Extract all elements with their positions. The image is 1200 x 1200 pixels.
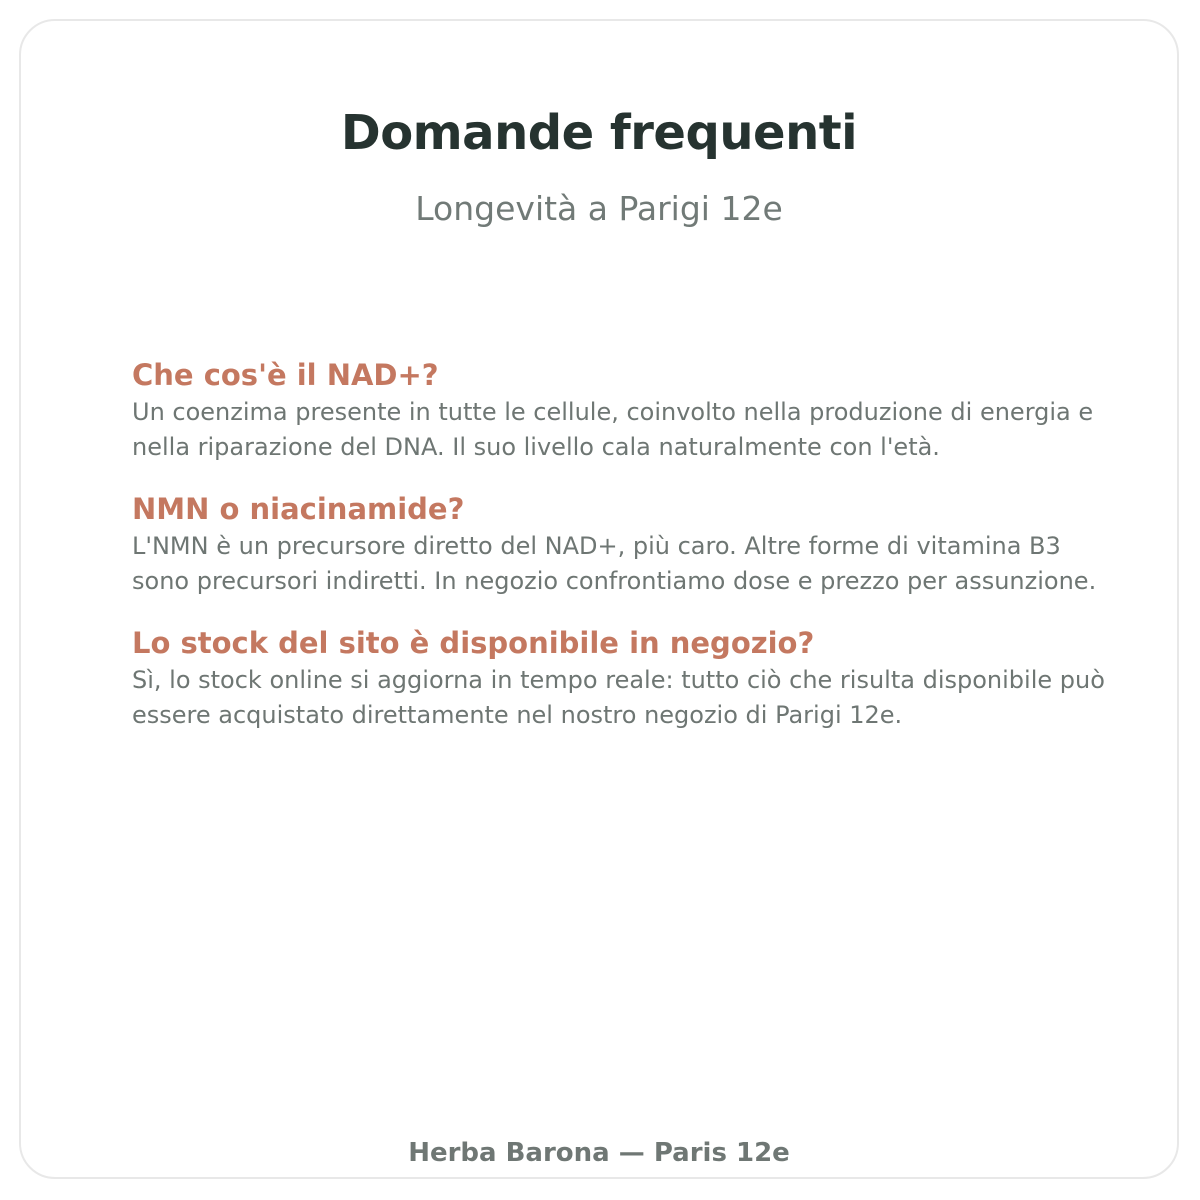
faq-list [132, 355, 1112, 757]
footer-brand: Herba Barona — Paris 12e [408, 1138, 790, 1168]
faq-item [132, 489, 1112, 599]
faq-answer: Un coenzima presente in tutte le cellule, coinvolto nella produzione di energia e nella riparazione del DNA. Il suo livello cala naturalmente con l'età. [132, 398, 1094, 461]
page-subtitle: Longevità a Parigi 12e [415, 189, 783, 228]
faq-question: NMN o niacinamide? [132, 492, 465, 526]
faq-question: Lo stock del sito è disponibile in negozio? [132, 626, 815, 660]
faq-item [132, 355, 1112, 465]
page-title: Domande frequenti [340, 105, 858, 161]
faq-question: Che cos'è il NAD+? [132, 358, 439, 392]
faq-answer: L'NMN è un precursore diretto del NAD+, più caro. Altre forme di vitamina B3 sono precursori indiretti. In negozio confrontiamo dose e prezzo per assunzione. [132, 532, 1097, 595]
faq-item [132, 623, 1112, 733]
faq-answer: Sì, lo stock online si aggiorna in tempo reale: tutto ciò che risulta disponibile può essere acquistato direttamente nel nostro negozio di Parigi 12e. [132, 666, 1105, 729]
faq-card [19, 19, 1179, 1179]
